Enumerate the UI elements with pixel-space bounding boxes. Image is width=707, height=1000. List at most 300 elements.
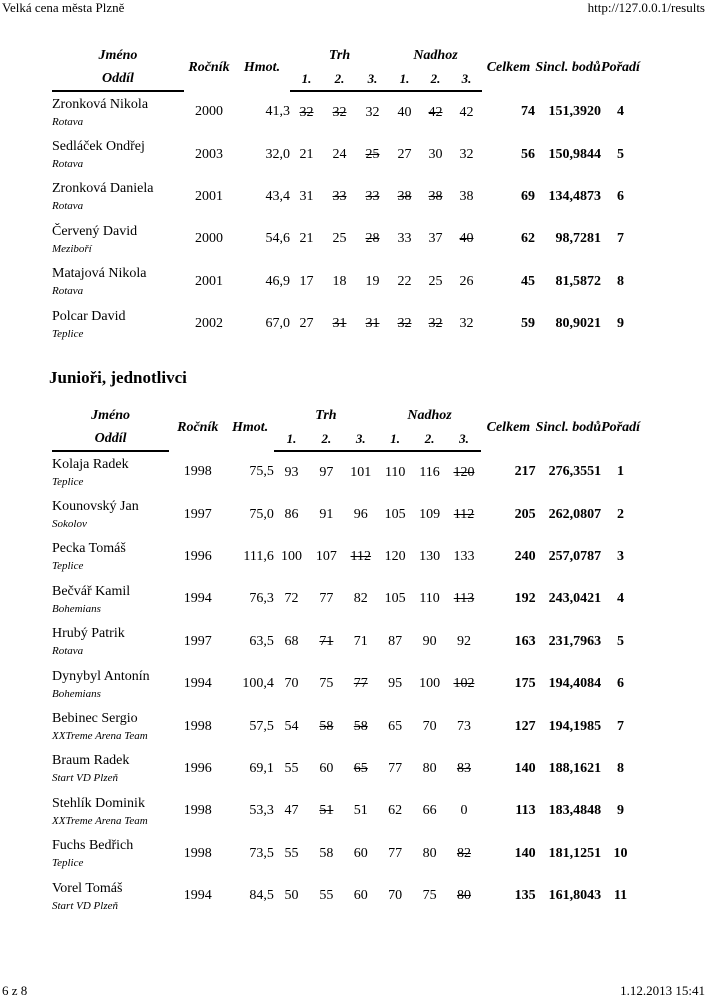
good-attempt: 55 xyxy=(284,845,299,861)
good-attempt: 58 xyxy=(319,845,334,861)
good-attempt: 30 xyxy=(428,146,443,162)
good-attempt: 25 xyxy=(332,231,347,247)
sinclair-cell: 257,0787 xyxy=(548,548,602,564)
athlete-club: Start VD Plzeň xyxy=(52,899,118,912)
athlete-cell xyxy=(52,303,184,345)
cj-attempt xyxy=(412,705,446,747)
failed-attempt: 112 xyxy=(453,506,475,522)
good-attempt: 42 xyxy=(459,104,474,120)
rank-cell: 8 xyxy=(617,760,625,776)
failed-attempt: 33 xyxy=(332,188,347,204)
rank-cell: 6 xyxy=(617,188,624,204)
birth-year: 2001 xyxy=(195,188,223,204)
cj-attempt xyxy=(447,790,481,832)
good-attempt: 92 xyxy=(456,633,471,649)
col-attempt-2: 2. xyxy=(309,428,343,451)
col-total-header: Celkem xyxy=(486,59,531,75)
snatch-attempt xyxy=(274,875,309,917)
total-cell: 217 xyxy=(514,464,536,480)
cj-attempt xyxy=(389,176,420,218)
snatch-attempt xyxy=(344,451,378,493)
snatch-attempt xyxy=(344,578,378,620)
col-attempt-3: 3. xyxy=(344,428,378,451)
athlete-club: XXTreme Arena Team xyxy=(52,814,148,827)
birth-year: 2001 xyxy=(195,273,223,289)
cj-attempt xyxy=(447,451,481,493)
snatch-attempt xyxy=(309,748,343,790)
rank-cell: 6 xyxy=(617,676,625,692)
birth-year: 1996 xyxy=(183,548,212,564)
cj-attempt xyxy=(447,663,481,705)
rank-cell: 11 xyxy=(613,888,628,904)
birth-year: 2000 xyxy=(195,104,223,120)
good-attempt: 133 xyxy=(453,548,475,564)
sinclair-cell: 161,8043 xyxy=(548,888,602,904)
birth-year: 1998 xyxy=(183,845,212,861)
snatch-attempt xyxy=(290,91,323,133)
body-weight: 63,5 xyxy=(249,633,274,649)
good-attempt: 33 xyxy=(397,231,412,247)
athlete-club: Teplice xyxy=(52,476,84,489)
snatch-attempt xyxy=(274,621,309,663)
athlete-name: Zronková Nikola xyxy=(52,97,149,113)
col-year-header: Ročník xyxy=(188,59,230,75)
good-attempt: 22 xyxy=(397,273,412,289)
total-cell: 205 xyxy=(514,506,536,522)
good-attempt: 91 xyxy=(319,506,334,522)
good-attempt: 100 xyxy=(281,548,303,564)
snatch-attempt xyxy=(323,176,356,218)
total-cell: 135 xyxy=(514,888,536,904)
total-cell: 56 xyxy=(521,146,535,162)
failed-attempt: 33 xyxy=(365,188,380,204)
snatch-attempt xyxy=(309,451,343,493)
col-cj-header: Nadhoz xyxy=(407,408,452,423)
birth-year: 2000 xyxy=(195,231,223,247)
good-attempt: 38 xyxy=(459,188,474,204)
snatch-attempt xyxy=(290,261,323,303)
table-row xyxy=(52,833,640,875)
cj-attempt xyxy=(451,261,482,303)
cj-attempt xyxy=(378,790,412,832)
cj-attempt xyxy=(378,451,412,493)
body-weight: 67,0 xyxy=(265,316,290,332)
cj-attempt xyxy=(420,176,451,218)
sinclair-cell: 262,0807 xyxy=(548,506,602,522)
page-header-title: Velká cena města Plzně xyxy=(2,0,125,15)
birth-year: 1997 xyxy=(183,633,212,649)
total-cell: 140 xyxy=(514,845,536,861)
col-sinclair-header: Sincl. bodů xyxy=(535,420,602,435)
good-attempt: 19 xyxy=(365,273,380,289)
sinclair-cell: 151,3920 xyxy=(548,104,601,120)
good-attempt: 80 xyxy=(422,845,437,861)
athlete-cell xyxy=(52,133,184,175)
results-body-1 xyxy=(52,91,640,345)
cj-attempt xyxy=(412,621,446,663)
athlete-name: Červený David xyxy=(52,223,138,239)
rank-cell: 3 xyxy=(617,548,625,564)
total-cell: 59 xyxy=(521,316,535,332)
athlete-name: Pecka Tomáš xyxy=(52,541,126,557)
athlete-name: Bebinec Sergio xyxy=(52,711,138,727)
cj-attempt xyxy=(378,621,412,663)
table-row xyxy=(52,536,640,578)
athlete-cell xyxy=(52,875,169,917)
good-attempt: 75 xyxy=(422,888,437,904)
athlete-club: Rotava xyxy=(52,645,84,658)
snatch-attempt xyxy=(344,493,378,535)
good-attempt: 116 xyxy=(419,464,440,480)
good-attempt: 0 xyxy=(460,803,468,819)
good-attempt: 105 xyxy=(384,591,406,607)
good-attempt: 101 xyxy=(350,464,372,480)
body-weight: 84,5 xyxy=(249,888,274,904)
athlete-club: Teplice xyxy=(52,857,84,870)
good-attempt: 27 xyxy=(299,316,314,332)
rank-cell: 4 xyxy=(617,591,625,607)
sinclair-cell: 183,4848 xyxy=(548,803,602,819)
failed-attempt: 42 xyxy=(428,104,443,120)
snatch-attempt xyxy=(309,663,343,705)
rank-cell: 9 xyxy=(617,803,625,819)
failed-attempt: 80 xyxy=(456,888,471,904)
table-row xyxy=(52,790,640,832)
rank-cell: 5 xyxy=(617,633,625,649)
col-cj-header: Nadhoz xyxy=(413,48,458,63)
good-attempt: 72 xyxy=(284,591,299,607)
failed-attempt: 77 xyxy=(353,676,368,692)
rank-cell: 7 xyxy=(617,718,625,734)
sinclair-cell: 243,0421 xyxy=(548,591,602,607)
athlete-club: Bohemians xyxy=(52,602,101,615)
good-attempt: 95 xyxy=(388,676,403,692)
athlete-cell xyxy=(52,705,169,747)
birth-year: 1998 xyxy=(183,718,212,734)
failed-attempt: 102 xyxy=(453,676,475,692)
cj-attempt xyxy=(447,536,481,578)
snatch-attempt xyxy=(344,748,378,790)
body-weight: 76,3 xyxy=(249,591,274,607)
cj-attempt xyxy=(447,493,481,535)
snatch-attempt xyxy=(274,705,309,747)
good-attempt: 66 xyxy=(422,803,437,819)
cj-attempt xyxy=(389,218,420,260)
good-attempt: 47 xyxy=(284,803,299,819)
sinclair-cell: 276,3551 xyxy=(548,464,602,480)
good-attempt: 18 xyxy=(332,273,347,289)
cj-attempt xyxy=(389,91,420,133)
good-attempt: 37 xyxy=(428,231,443,247)
athlete-cell xyxy=(52,451,169,493)
total-cell: 62 xyxy=(521,231,535,247)
body-weight: 54,6 xyxy=(265,231,290,247)
rank-cell: 9 xyxy=(617,316,624,332)
snatch-attempt xyxy=(274,790,309,832)
col-attempt-1: 1. xyxy=(389,68,420,91)
snatch-attempt xyxy=(274,493,309,535)
snatch-attempt xyxy=(309,578,343,620)
athlete-name: Hrubý Patrik xyxy=(52,626,125,642)
body-weight: 53,3 xyxy=(249,803,274,819)
snatch-attempt xyxy=(309,833,343,875)
athlete-cell xyxy=(52,91,184,133)
snatch-attempt xyxy=(323,133,356,175)
snatch-attempt xyxy=(344,663,378,705)
failed-attempt: 113 xyxy=(453,591,475,607)
cj-attempt xyxy=(451,133,482,175)
failed-attempt: 58 xyxy=(353,718,368,734)
cj-attempt xyxy=(378,578,412,620)
total-cell: 175 xyxy=(514,676,536,692)
table-row xyxy=(52,303,640,345)
snatch-attempt xyxy=(356,91,389,133)
sinclair-cell: 134,4873 xyxy=(548,188,601,204)
snatch-attempt xyxy=(323,91,356,133)
snatch-attempt xyxy=(344,536,378,578)
birth-year: 1998 xyxy=(183,803,212,819)
athlete-name: Braum Radek xyxy=(52,753,130,769)
results-table-1 xyxy=(52,44,640,345)
good-attempt: 77 xyxy=(319,591,334,607)
failed-attempt: 40 xyxy=(459,231,474,247)
table-row xyxy=(52,218,640,260)
col-attempt-3: 3. xyxy=(451,68,482,91)
cj-attempt xyxy=(412,663,446,705)
snatch-attempt xyxy=(309,536,343,578)
results-table-2 xyxy=(52,404,640,917)
athlete-name: Fuchs Bedřich xyxy=(52,838,134,854)
table-row xyxy=(52,578,640,620)
table-row xyxy=(52,705,640,747)
col-sinclair-header: Sincl. bodů xyxy=(535,60,601,75)
col-attempt-1: 1. xyxy=(274,428,309,451)
sinclair-cell: 81,5872 xyxy=(555,273,601,289)
athlete-cell xyxy=(52,218,184,260)
table-row xyxy=(52,493,640,535)
table-row xyxy=(52,133,640,175)
cj-attempt xyxy=(378,875,412,917)
good-attempt: 90 xyxy=(422,633,437,649)
failed-attempt: 32 xyxy=(299,104,314,120)
col-rank-header: Pořadí xyxy=(601,419,640,435)
col-attempt-1: 1. xyxy=(378,428,412,451)
snatch-attempt xyxy=(356,133,389,175)
rank-cell: 8 xyxy=(617,273,624,289)
total-cell: 113 xyxy=(515,803,536,819)
failed-attempt: 31 xyxy=(365,316,380,332)
snatch-attempt xyxy=(356,176,389,218)
athlete-club: Rotava xyxy=(52,200,84,213)
body-weight: 43,4 xyxy=(265,188,290,204)
good-attempt: 27 xyxy=(397,146,412,162)
good-attempt: 32 xyxy=(365,104,380,120)
good-attempt: 32 xyxy=(459,146,474,162)
snatch-attempt xyxy=(290,218,323,260)
body-weight: 73,5 xyxy=(249,845,274,861)
col-name-header: Jméno xyxy=(91,408,130,423)
cj-attempt xyxy=(412,790,446,832)
print-datetime: 1.12.2013 15:41 xyxy=(620,983,705,998)
body-weight: 75,5 xyxy=(249,464,274,480)
body-weight: 75,0 xyxy=(249,506,274,522)
good-attempt: 25 xyxy=(428,273,443,289)
snatch-attempt xyxy=(356,303,389,345)
athlete-cell xyxy=(52,578,169,620)
birth-year: 1998 xyxy=(183,464,212,480)
good-attempt: 62 xyxy=(388,803,403,819)
good-attempt: 110 xyxy=(384,464,406,480)
failed-attempt: 71 xyxy=(319,633,334,649)
snatch-attempt xyxy=(274,663,309,705)
snatch-attempt xyxy=(290,133,323,175)
cj-attempt xyxy=(412,493,446,535)
total-cell: 140 xyxy=(514,760,536,776)
rank-cell: 7 xyxy=(617,231,624,247)
birth-year: 1994 xyxy=(183,676,212,692)
rank-cell: 4 xyxy=(617,104,624,120)
cj-attempt xyxy=(378,833,412,875)
page-header-url: http://127.0.0.1/results xyxy=(587,0,705,15)
athlete-name: Vorel Tomáš xyxy=(52,880,123,896)
good-attempt: 70 xyxy=(284,676,299,692)
cj-attempt xyxy=(447,578,481,620)
good-attempt: 60 xyxy=(353,845,368,861)
table-row xyxy=(52,748,640,790)
snatch-attempt xyxy=(290,176,323,218)
athlete-cell xyxy=(52,536,169,578)
cj-attempt xyxy=(412,748,446,790)
body-weight: 69,1 xyxy=(249,760,274,776)
athlete-cell xyxy=(52,261,184,303)
total-cell: 45 xyxy=(521,273,535,289)
good-attempt: 70 xyxy=(422,718,437,734)
failed-attempt: 82 xyxy=(456,845,471,861)
snatch-attempt xyxy=(274,451,309,493)
athlete-club: Rotava xyxy=(52,285,84,298)
good-attempt: 82 xyxy=(353,591,368,607)
failed-attempt: 38 xyxy=(428,188,443,204)
snatch-attempt xyxy=(344,833,378,875)
col-attempt-3: 3. xyxy=(447,428,481,451)
snatch-attempt xyxy=(356,218,389,260)
col-club-header: Oddíl xyxy=(52,428,169,451)
good-attempt: 68 xyxy=(284,633,299,649)
rank-cell: 1 xyxy=(617,464,625,480)
failed-attempt: 32 xyxy=(332,104,347,120)
table-row xyxy=(52,875,640,917)
total-cell: 127 xyxy=(514,718,536,734)
good-attempt: 51 xyxy=(353,803,368,819)
good-attempt: 75 xyxy=(319,676,334,692)
birth-year: 1997 xyxy=(183,506,212,522)
snatch-attempt xyxy=(344,705,378,747)
rank-cell: 10 xyxy=(613,845,628,861)
col-name-header: Jméno xyxy=(98,48,138,63)
birth-year: 2003 xyxy=(195,146,223,162)
athlete-club: Meziboří xyxy=(52,242,92,255)
col-club-header: Oddíl xyxy=(52,68,184,91)
athlete-name: Kolaja Radek xyxy=(52,457,129,473)
results-body-2 xyxy=(52,451,640,917)
snatch-attempt xyxy=(309,705,343,747)
rank-cell: 5 xyxy=(617,146,624,162)
col-attempt-2: 2. xyxy=(420,68,451,91)
snatch-attempt xyxy=(356,261,389,303)
table-row xyxy=(52,176,640,218)
athlete-name: Polcar David xyxy=(52,308,126,324)
col-total-header: Celkem xyxy=(486,419,531,435)
good-attempt: 24 xyxy=(332,146,347,162)
athlete-name: Sedláček Ondřej xyxy=(52,139,145,155)
good-attempt: 55 xyxy=(319,888,334,904)
failed-attempt: 31 xyxy=(332,316,347,332)
good-attempt: 55 xyxy=(284,760,299,776)
good-attempt: 70 xyxy=(388,888,403,904)
good-attempt: 80 xyxy=(422,760,437,776)
col-weight-header: Hmot. xyxy=(243,59,281,75)
cj-attempt xyxy=(378,536,412,578)
athlete-name: Stehlík Dominik xyxy=(52,795,145,811)
athlete-name: Zronková Daniela xyxy=(52,181,154,197)
good-attempt: 96 xyxy=(353,506,368,522)
athlete-cell xyxy=(52,790,169,832)
good-attempt: 65 xyxy=(388,718,403,734)
birth-year: 2002 xyxy=(195,316,223,332)
snatch-attempt xyxy=(323,261,356,303)
snatch-attempt xyxy=(309,621,343,663)
table-row xyxy=(52,663,640,705)
cj-attempt xyxy=(412,875,446,917)
snatch-attempt xyxy=(344,621,378,663)
cj-attempt xyxy=(420,91,451,133)
failed-attempt: 25 xyxy=(365,146,380,162)
col-year-header: Ročník xyxy=(177,419,219,435)
cj-attempt xyxy=(389,261,420,303)
snatch-attempt xyxy=(309,493,343,535)
snatch-attempt xyxy=(323,303,356,345)
good-attempt: 31 xyxy=(299,188,314,204)
athlete-cell xyxy=(52,748,169,790)
snatch-attempt xyxy=(274,536,309,578)
athlete-club: Teplice xyxy=(52,327,84,340)
athlete-club: Start VD Plzeň xyxy=(52,772,118,785)
cj-attempt xyxy=(420,303,451,345)
failed-attempt: 38 xyxy=(397,188,412,204)
cj-attempt xyxy=(389,303,420,345)
good-attempt: 120 xyxy=(384,548,406,564)
sinclair-cell: 181,1251 xyxy=(548,845,602,861)
good-attempt: 40 xyxy=(397,104,412,120)
total-cell: 192 xyxy=(514,591,536,607)
table-row xyxy=(52,261,640,303)
sinclair-cell: 194,4084 xyxy=(548,676,602,692)
sinclair-cell: 80,9021 xyxy=(555,316,601,332)
good-attempt: 17 xyxy=(299,273,314,289)
cj-attempt xyxy=(447,621,481,663)
cj-attempt xyxy=(451,91,482,133)
snatch-attempt xyxy=(309,790,343,832)
sinclair-cell: 98,7281 xyxy=(555,231,601,247)
total-cell: 74 xyxy=(521,104,535,120)
snatch-attempt xyxy=(290,303,323,345)
good-attempt: 71 xyxy=(353,633,368,649)
col-snatch-header: Trh xyxy=(315,408,337,423)
athlete-club: Teplice xyxy=(52,560,84,573)
failed-attempt: 32 xyxy=(397,316,412,332)
good-attempt: 93 xyxy=(284,464,299,480)
good-attempt: 100 xyxy=(419,676,441,692)
